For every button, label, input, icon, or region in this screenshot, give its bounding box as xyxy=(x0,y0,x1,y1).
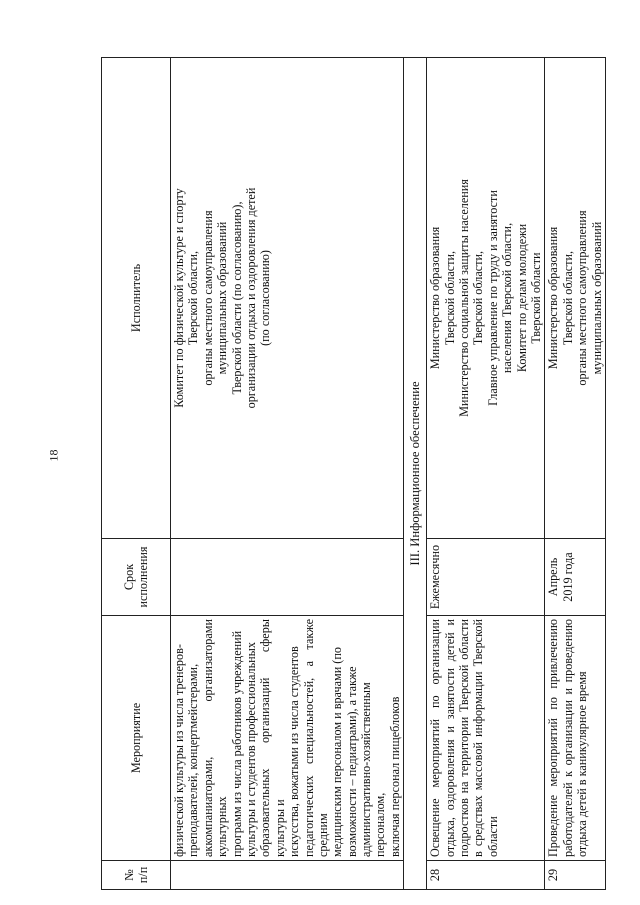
executor-line: Тверской области xyxy=(528,252,543,344)
activity-line: включая персонал пищеблоков xyxy=(387,696,402,857)
executor-line: Тверской области (по согласованию), xyxy=(229,201,244,395)
cell-executor-continued xyxy=(171,58,404,539)
cell-executor xyxy=(545,58,606,539)
header-term: Срок исполнения xyxy=(102,539,171,616)
activity-line: образовательных организаций сферы культуры и xyxy=(258,619,287,857)
activity-line: культуры и студентов профессиональных xyxy=(243,642,258,857)
executor-line: муниципальных образований xyxy=(215,221,230,375)
cell-num-continued xyxy=(171,861,404,890)
executor-line: Тверской области, xyxy=(560,250,575,346)
cell-num: 28 xyxy=(427,861,545,890)
term-line: Апрель xyxy=(546,557,561,597)
executor-line: Тверской области, xyxy=(442,250,457,346)
cell-activity: Освещение мероприятий по организации отдыха, оздоровления и занятости детей и подростков на территории Тверской области в средствах массовой информации Тверской области xyxy=(427,616,545,861)
header-num: № п/п xyxy=(102,861,171,890)
term-line: 2019 года xyxy=(560,552,575,602)
executor-line: Министерство социальной защиты населения xyxy=(457,179,472,417)
cell-term-continued xyxy=(171,539,404,616)
executor-line: муниципальных образований xyxy=(589,221,604,375)
executor-line: населения Тверской области, xyxy=(500,222,515,374)
executor-line: Комитет по физической культуре и спорту xyxy=(172,188,186,408)
rotated-page-content xyxy=(101,58,604,890)
activity-line: административно-хозяйственным персоналом, xyxy=(359,682,388,857)
executor-line: Тверской области, xyxy=(471,250,486,346)
executor-line: Комитет по делам молодежи xyxy=(514,223,529,373)
executor-line: Министерство образования xyxy=(428,226,443,370)
executor-line: организации отдыха и оздоровления детей xyxy=(243,187,258,409)
cell-num: 29 xyxy=(545,861,606,890)
section-title: III. Информационное обеспечение xyxy=(404,58,427,890)
cell-term: Ежемесячно xyxy=(427,539,545,616)
activity-line: педагогических специальностей, а также средним xyxy=(301,619,330,857)
executor-line: Главное управление по труду и занятости xyxy=(485,190,500,406)
executor-line: органы местного самоуправления xyxy=(200,210,215,386)
cell-activity-continued xyxy=(171,616,404,861)
header-executor: Исполнитель xyxy=(102,58,171,539)
cell-activity: Проведение мероприятий по привлечению работодателей к организации и проведению отдыха детей в каникулярное время xyxy=(545,616,606,861)
activity-line: программ из числа работников учреждений xyxy=(229,630,244,857)
activity-line: возможности – педиатрами), а также xyxy=(344,666,359,857)
executor-line: Тверской области, xyxy=(186,250,201,346)
executor-line: Министерство образования xyxy=(546,226,561,370)
page-number: 18 xyxy=(46,449,61,462)
table-row-continued xyxy=(171,58,404,890)
header-activity: Мероприятие xyxy=(102,616,171,861)
activity-line: медицинским персоналом и врачами (по xyxy=(330,647,345,857)
activity-line: физической культуры из числа тренеров- xyxy=(172,644,186,857)
plan-table xyxy=(101,57,606,890)
section-row xyxy=(404,58,427,890)
activity-line: преподавателей, концертмейстерами, xyxy=(186,663,201,857)
cell-term xyxy=(545,539,606,616)
activity-line: искусства, вожатыми из числа студентов xyxy=(287,646,302,857)
table-row xyxy=(427,58,545,890)
activity-line: аккомпаниаторами, организаторами культурных xyxy=(200,619,230,857)
table-row xyxy=(545,58,606,890)
cell-executor xyxy=(427,58,545,539)
executor-line: (по согласованию) xyxy=(258,250,273,346)
table-header-row xyxy=(102,58,171,890)
executor-line: органы местного самоуправления xyxy=(575,210,590,386)
